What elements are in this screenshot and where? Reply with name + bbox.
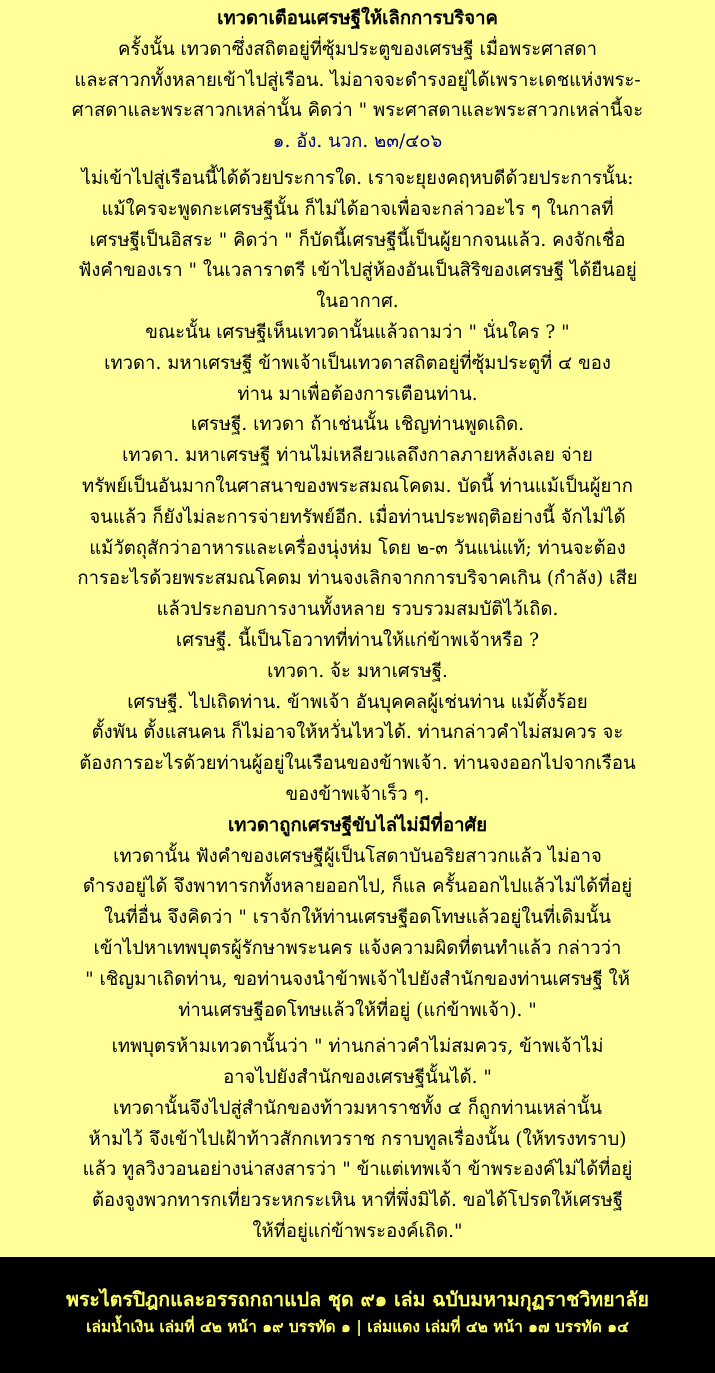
text-line: " เชิญมาเถิดท่าน, ขอท่านจงนำข้าพเจ้าไปยังสำนักของท่านเศรษฐี ให้ xyxy=(85,968,630,990)
text-line: ครั้งนั้น เทวดาซึ่งสถิตอยู่ที่ซุ้มประตูของเศรษฐี เมื่อพระศาสดา xyxy=(117,38,598,60)
text-line: ศาสดาและพระสาวกเหล่านั้น คิดว่า " พระศาสดาและพระสาวกเหล่านี้จะ xyxy=(71,100,644,122)
text-line: เทวดา. มหาเศรษฐี ข้าพเจ้าเป็นเทวดาสถิตอยู่ที่ซุ้มประตูที่ ๔ ของ xyxy=(104,352,611,374)
footer-title[interactable]: พระไตรปิฎกและอรรถกถาแปล ชุด ๙๑ เล่ม ฉบับมหามกุฏราชวิทยาลัย xyxy=(66,1288,649,1311)
text-line: ท่าน มาเพื่อต้องการเตือนท่าน. xyxy=(237,383,478,405)
text-line: ของข้าพเจ้าเร็ว ๆ. xyxy=(285,783,430,805)
text-line: อาจไปยังสำนักของเศรษฐีนั้นได้. " xyxy=(223,1067,492,1089)
text-line: เทวดานั้นจึงไปสู่สำนักของท้าวมหาราชทั้ง ๔ ก็ถูกท่านเหล่านั้น xyxy=(112,1097,603,1119)
text-line: แม้ใครจะพูดกะเศรษฐีนั้น ก็ไม่ได้อาจเพื่อจะกล่าวอะไร ๆ ในกาลที่ xyxy=(101,198,614,220)
text-line: เศรษฐี. นี้เป็นโอวาทที่ท่านให้แก่ข้าพเจ้าหรือ ? xyxy=(175,629,540,651)
text-line: ตั้งพัน ตั้งแสนคน ก็ไม่อาจให้หวั่นไหวได้. ท่านกล่าวคำไม่สมควร จะ xyxy=(91,722,624,744)
text-line: ในอากาศ. xyxy=(316,291,399,313)
footer-bar xyxy=(0,1257,715,1373)
text-line: ฟังคำของเรา " ในเวลาราตรี เข้าไปสู่ห้องอันเป็นสิริของเศรษฐี ได้ยืนอยู่ xyxy=(78,260,637,282)
section-heading: เทวดาเตือนเศรษฐีให้เลิกการบริจาค xyxy=(217,8,498,29)
text-line: เข้าไปหาเทพบุตรผู้รักษาพระนคร แจ้งความผิดที่ตนทำแล้ว กล่าวว่า xyxy=(93,937,622,959)
text-line: แล้วประกอบการงานทั้งหลาย รวบรวมสมบัติไว้เถิด. xyxy=(156,599,559,621)
text-line: ให้ที่อยู่แก่ข้าพระองค์เถิด." xyxy=(252,1221,463,1243)
text-line: เทพบุตรห้ามเทวดานั้นว่า " ท่านกล่าวคำไม่สมควร, ข้าพเจ้าไม่ xyxy=(111,1036,604,1058)
text-line: ต้องจูงพวกทารกเที่ยวระหกระเหิน หาที่พึ่งมิได้. ขอได้โปรดให้เศรษฐี xyxy=(91,1190,624,1212)
text-line: เศรษฐีเป็นอิสระ " คิดว่า " ก็บัดนี้เศรษฐีนี้เป็นผู้ยากจนแล้ว. คงจักเชื่อ xyxy=(89,229,626,251)
text-line: ต้องการอะไรด้วยท่านผู้อยู่ในเรือนของข้าพเจ้า. ท่านจงออกไปจากเรือน xyxy=(79,753,636,775)
text-line: จนแล้ว ก็ยังไม่ละการจ่ายทรัพย์อีก. เมื่อท่านประพฤติอย่างนี้ จักไม่ได้ xyxy=(89,506,626,528)
text-line: เทวดา. มหาเศรษฐี ท่านไม่เหลียวแลถึงกาลภายหลังเลย จ่าย xyxy=(122,445,593,467)
section-heading: เทวดาถูกเศรษฐีขับไล่ไม่มีที่อาศัย xyxy=(227,814,488,836)
text-line: ขณะนั้น เศรษฐีเห็นเทวดานั้นแล้วถามว่า " นั่นใคร ? " xyxy=(145,321,570,343)
text-line: การอะไรด้วยพระสมณโคดม ท่านจงเลิกจากการบริจาคเกิน (กำลัง) เสีย xyxy=(77,568,638,590)
reference-note: ๑. อัง. นวก. ๒๓/๔๐๖ xyxy=(272,131,443,153)
footer-subtitle[interactable]: เล่มน้ำเงิน เล่มที่ ๔๒ หน้า ๑๙ บรรทัด ๑ | เล่มแดง เล่มที่ ๔๒ หน้า ๑๗ บรรทัด ๑๔ xyxy=(86,1317,629,1336)
text-line: ไม่เข้าไปสู่เรือนนี้ได้ด้วยประการใด. เราจะยุยงคฤหบดีด้วยประการนั้น: xyxy=(81,167,634,189)
text-line: ทรัพย์เป็นอันมากในศาสนาของพระสมณโคดม. บัดนี้ ท่านแม้เป็นผู้ยาก xyxy=(82,475,633,497)
text-line: ดำรงอยู่ได้ จึงพาทารกทั้งหลายออกไป, ก็แล ครั้นออกไปแล้วไม่ได้ที่อยู่ xyxy=(82,876,633,898)
text-line: เทวดา. จ้ะ มหาเศรษฐี. xyxy=(267,660,448,682)
text-line: แล้ว ทูลวิงวอนอย่างน่าสงสารว่า " ข้าแต่เทพเจ้า ข้าพระองค์ไม่ได้ที่อยู่ xyxy=(82,1159,633,1181)
text-line: เศรษฐี. ไปเถิดท่าน. ข้าพเจ้า อันบุคคลผู้เช่นท่าน แม้ตั้งร้อย xyxy=(127,691,588,713)
text-line: เศรษฐี. เทวดา ถ้าเช่นนั้น เชิญท่านพูดเถิด. xyxy=(190,414,525,436)
text-line: แม้วัตถุสักว่าอาหารและเครื่องนุ่งห่ม โดย ๒-๓ วันแน่แท้; ท่านจะต้อง xyxy=(89,537,626,559)
text-line: เทวดานั้น ฟังคำของเศรษฐีผู้เป็นโสดาบันอริยสาวกแล้ว ไม่อาจ xyxy=(113,845,602,867)
text-line: ห้ามไว้ จึงเข้าไปเฝ้าท้าวสักกเทวราช กราบทูลเรื่องนั้น (ให้ทรงทราบ) xyxy=(88,1128,627,1150)
text-line: และสาวกทั้งหลายเข้าไปสู่เรือน. ไม่อาจจะดำรงอยู่ได้เพราะเดชแห่งพระ- xyxy=(74,69,641,91)
text-line: ท่านเศรษฐีอดโทษแล้วให้ที่อยู่ (แก่ข้าพเจ้า). " xyxy=(178,999,537,1021)
text-line: ในที่อื่น จึงคิดว่า " เราจักให้ท่านเศรษฐีอดโทษแล้วอยู่ในที่เดิมนั้น xyxy=(103,907,612,929)
